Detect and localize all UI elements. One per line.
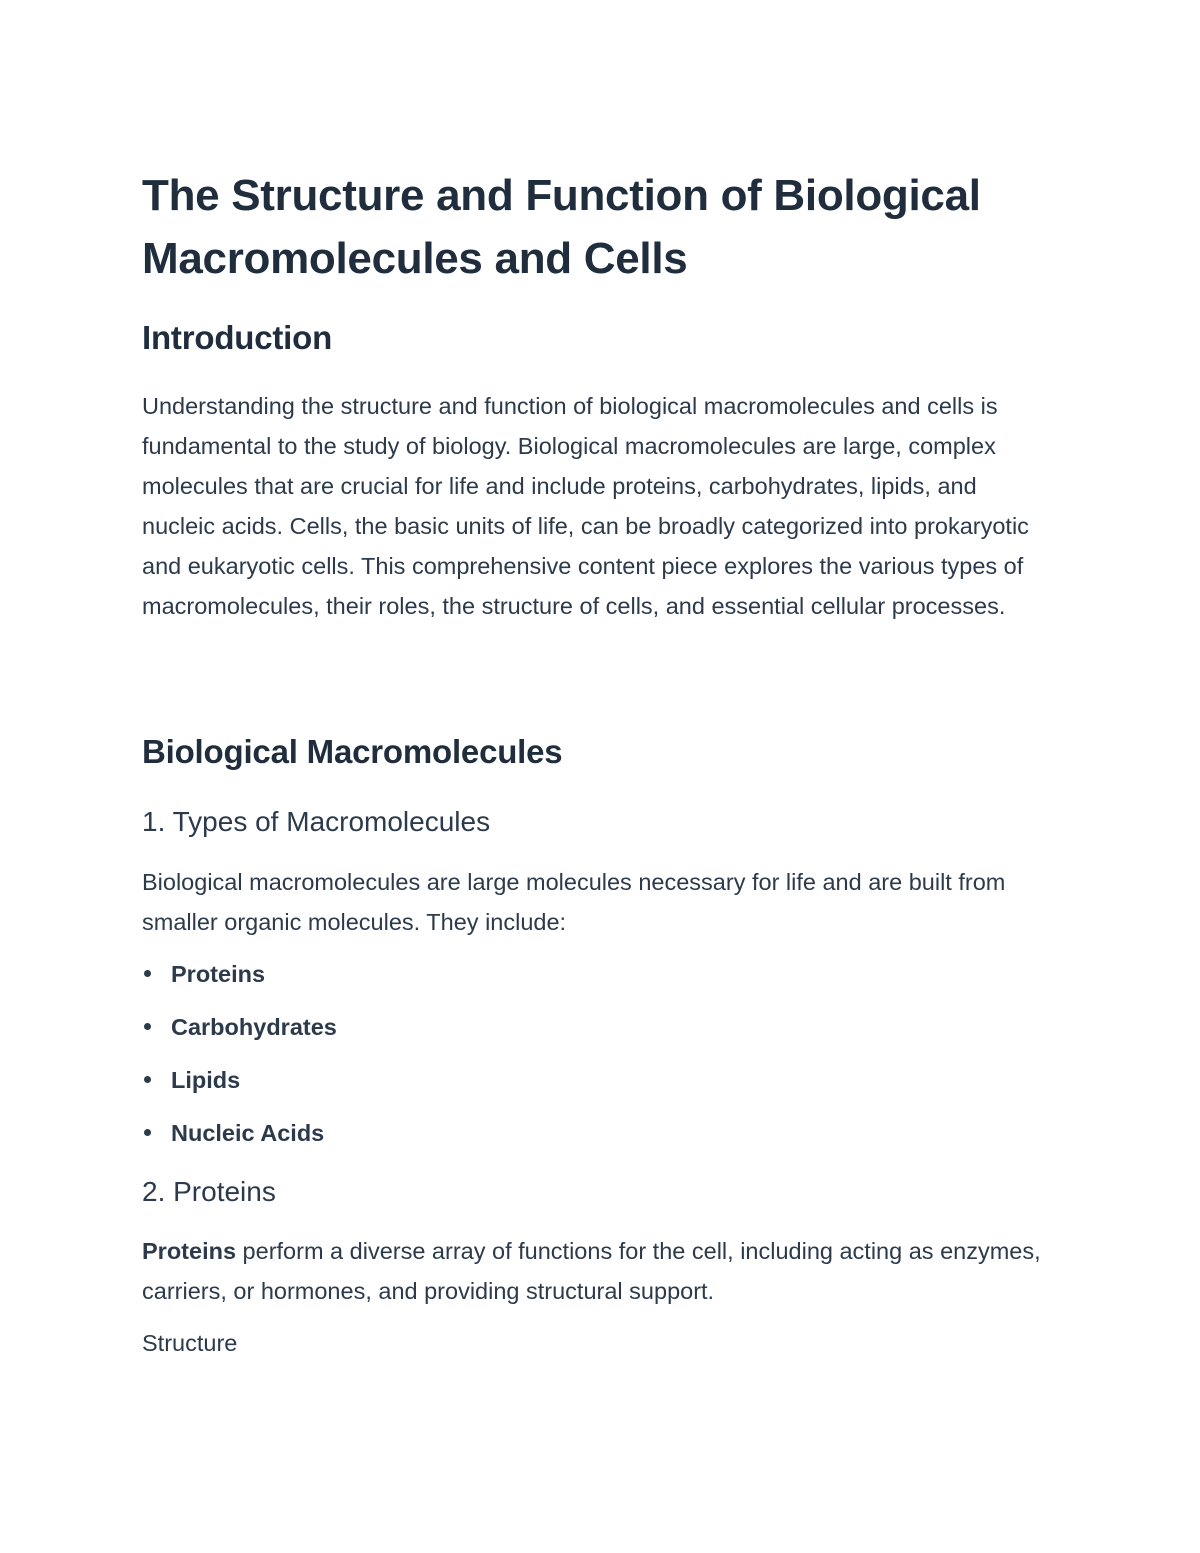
list-item-label: Lipids (171, 1067, 241, 1093)
list-item-label: Proteins (171, 961, 266, 987)
list-item (142, 1118, 337, 1171)
introduction-heading: Introduction (142, 319, 333, 356)
types-paragraph: Biological macromolecules are large molecules necessary for life and are built from smaller organic molecules. They include: (142, 869, 1006, 935)
proteins-description: perform a diverse array of functions for the cell, including acting as enzymes, carriers, or hormones, and providing structural support. (142, 1238, 1041, 1304)
bullet-icon (144, 1129, 151, 1136)
proteins-paragraph (142, 1231, 1047, 1311)
macromolecules-heading: Biological Macromolecules (142, 733, 563, 770)
structure-subheading: Structure (142, 1330, 238, 1356)
proteins-heading: 2. Proteins (142, 1176, 276, 1207)
macromolecule-types-list (142, 959, 337, 1171)
list-item-label: Carbohydrates (171, 1014, 337, 1040)
list-item (142, 1065, 337, 1118)
bullet-icon (144, 970, 151, 977)
document-title: The Structure and Function of Biological Macromolecules and Cells (142, 171, 981, 283)
list-item (142, 959, 337, 1012)
bullet-icon (144, 1076, 151, 1083)
list-item-label: Nucleic Acids (171, 1120, 325, 1146)
introduction-paragraph: Understanding the structure and function of biological macromolecules and cells is fundamental to the study of biology. Biological macromolecules are large, complex molecules that are crucial for life and include proteins, carbohydrates, lipids, and nucleic acids. Cells, the basic units of life, can be broadly categorized into prokaryotic and eukaryotic cells. This comprehensive content piece explores the various types of macromolecules, their roles, the structure of cells, and essential cellular processes. (142, 393, 1029, 619)
types-heading: 1. Types of Macromolecules (142, 806, 491, 837)
bullet-icon (144, 1023, 151, 1030)
proteins-term: Proteins (142, 1238, 237, 1264)
list-item (142, 1012, 337, 1065)
